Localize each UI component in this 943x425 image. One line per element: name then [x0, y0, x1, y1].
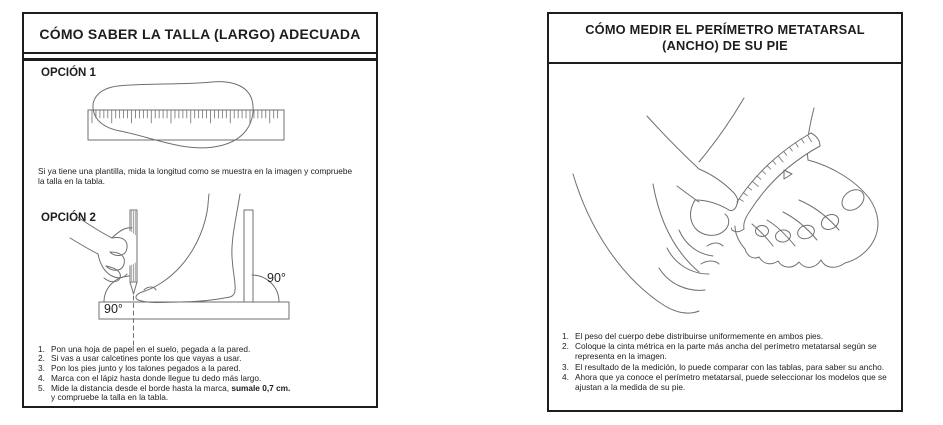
wall — [244, 210, 253, 302]
length-size-panel — [22, 12, 378, 408]
step-item: 4. Ahora que ya conoce el perímetro metatarsal, puede seleccionar los modelos que se ajustan a la medida de su pie. — [562, 371, 887, 393]
length-steps-list — [38, 345, 290, 404]
insole-ruler-illustration — [84, 76, 296, 168]
toes-bottom-edge — [735, 226, 845, 267]
panel-title-line2: (ANCHO) DE SU PIE — [662, 38, 788, 53]
step-item-line2: ajustan a la medida de su pie. — [575, 382, 686, 393]
step-item: 4. Marca con el lápiz hasta donde llegue tu dedo más largo. — [38, 372, 262, 383]
panel-title: CÓMO SABER LA TALLA (LARGO) ADECUADA — [24, 14, 376, 54]
measuring-tape — [731, 133, 820, 232]
step-item-line2: y compruebe la talla en la tabla. — [51, 392, 169, 403]
wall-angle-label: 90° — [267, 270, 286, 285]
insole-outline — [93, 81, 253, 147]
tape-fold-mark — [784, 170, 792, 179]
step-item: 3. El resultado de la medición, lo puede comparar con las tablas, para saber su ancho. — [562, 361, 885, 372]
step-item: 2. Coloque la cinta métrica en la parte más ancha del perímetro metatarsal según se representa en la imagen. — [562, 341, 877, 362]
ruler — [88, 110, 284, 140]
width-size-panel — [547, 12, 903, 412]
tape-measure-foot-figure — [559, 70, 895, 322]
big-toenail — [838, 186, 868, 215]
toe-front — [136, 292, 142, 300]
tape-measure-foot-illustration — [559, 70, 895, 322]
toenail — [796, 223, 816, 241]
panel-content — [24, 61, 376, 408]
step-item-line2: representa en la imagen. — [575, 351, 667, 362]
leg-front-line — [699, 98, 744, 162]
step-item: 3. Pon los pies junto y los talones pegados a la pared. — [38, 363, 241, 374]
panel-title — [549, 14, 901, 64]
foot-outline — [142, 194, 209, 292]
step-item: 5. Mide la distancia desde el borde hasta la marca, sumale 0,7 cm. y compruebe la talla en la tabla. — [38, 382, 291, 403]
toenail — [775, 229, 792, 243]
floor-angle-label: 90° — [104, 301, 123, 316]
option1-label: OPCIÓN 1 — [41, 66, 96, 79]
ruler-ticks — [92, 110, 278, 123]
toenail — [756, 226, 769, 237]
hand-holding-tape — [573, 116, 739, 313]
leg-back-line — [230, 194, 240, 297]
option2-label: OPCIÓN 2 — [41, 211, 96, 224]
floor — [99, 302, 289, 319]
option1-description-line1: Si ya tiene una plantilla, mida la longitud como se muestra en la imagen y compruebe — [38, 165, 353, 176]
panel-title-line1: CÓMO MEDIR EL PERÍMETRO METATARSAL — [585, 22, 865, 37]
option1-description — [38, 166, 352, 186]
floor-angle-arc — [104, 276, 130, 302]
hand-holding-pencil — [70, 216, 136, 282]
option1-description-line2: la talla en la tabla. — [38, 175, 105, 186]
step-item: 2. Si vas a usar calcetines ponte los que vayas a usar. — [38, 353, 242, 364]
toe-gap-line — [752, 224, 773, 246]
insole-ruler-figure — [84, 76, 296, 168]
foot-wall-pencil-figure — [70, 194, 320, 360]
step-item: 1. Pon una hoja de papel en el suelo, pegada a la pared. — [38, 343, 251, 354]
step-item: 1. El peso del cuerpo debe distribuirse uniformemente en ambos pies. — [562, 331, 824, 341]
panel-content — [549, 64, 901, 409]
width-steps-list — [562, 331, 887, 392]
